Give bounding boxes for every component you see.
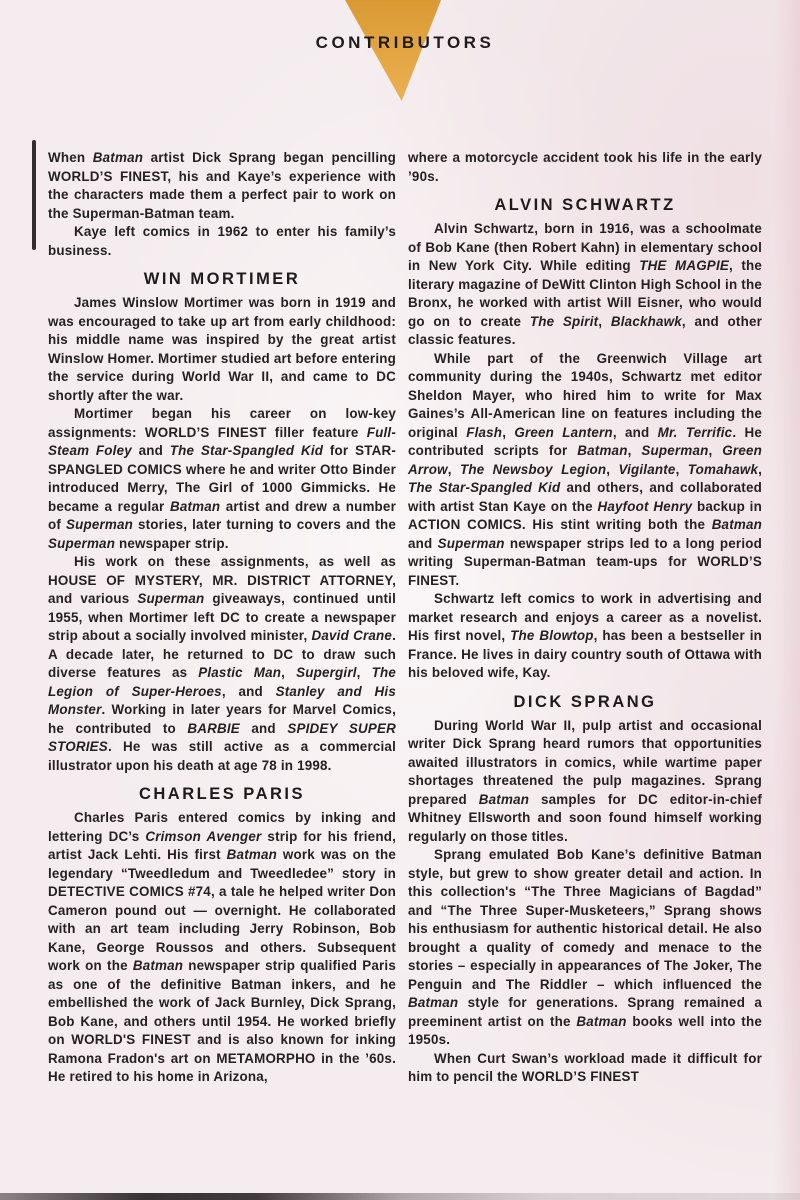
paragraph: Charles Paris entered comics by inking and lettering DC’s Crimson Avenger strip for his friend, artist Jack Lehti. His first Batman work was on the legendary “Tweedledum and Tweedledee” story in DETECTIVE COMICS #74, a tale he helped writer Don Cameron pound out — overnight. He collaborated with an art team including Jerry Robinson, Bob Kane, George Roussos and others. Subsequent work on the Batman newspaper strip qualified Paris as one of the definitive Batman inkers, and he embellished the work of Jack Burnley, Dick Sprang, Bob Kane, and others until 1954. He worked briefly on WORLD'S FINEST and is also known for inking Ramona Fradon's art on METAMORPHO in the ’60s. He retired to his home in Arizona,: [48, 810, 396, 1084]
paragraph: Mortimer began his career on low-key assignments: WORLD’S FINEST filler feature Full-Steam Foley and The Star-Spangled Kid for STAR-SPANGLED COMICS where he and writer Otto Binder introduced Merry, The Girl of 1000 Gimmicks. He became a regular Batman artist and drew a number of Superman stories, later turning to covers and the Superman newspaper strip.: [48, 406, 397, 551]
paragraph: Sprang emulated Bob Kane’s definitive Batman style, but grew to show greater detail and action. In this collection's “The Three Magicians of Bagdad” and “The Three Super-Musketeers,” Sprang shows his enthusiasm for authentic historical detail. He also brought a quality of comedy and menace to the stories – especially in appearances of The Joker, The Penguin and The Riddler – which influenced the Batman style for generations. Sprang remained a preeminent artist on the Batman books well into the 1950s.: [408, 847, 762, 1047]
page-bottom-shadow: [0, 1193, 800, 1200]
paragraph: where a motorcycle accident took his life in the early ’90s.: [408, 150, 762, 184]
section-heading: WIN MORTIMER: [143, 270, 301, 288]
page-edge-tint: [774, 0, 800, 1200]
text-columns: [48, 149, 762, 1087]
section-heading: DICK SPRANG: [513, 692, 657, 711]
page-title: CONTRIBUTORS: [315, 33, 495, 52]
section-heading: CHARLES PARIS: [138, 785, 306, 803]
paragraph: His work on these assignments, as well as HOUSE OF MYSTERY, MR. DISTRICT ATTORNEY, and various Superman giveaways, continued until 1955, when Mortimer left DC to create a newspaper strip about a socially involved minister, David Crane. A decade later, he returned to DC to draw such diverse features as Plastic Man, Supergirl, The Legion of Super-Heroes, and Stanley and His Monster. Working in later years for Marvel Comics, he contributed to BARBIE and SPIDEY SUPER STORIES. He was still active as a commercial illustrator upon his death at age 78 in 1998.: [48, 554, 397, 773]
paragraph: While part of the Greenwich Village art community during the 1940s, Schwartz met editor Sheldon Mayer, who hired him to write for Max Gaines’s All-American line on features including the original Flash, Green Lantern, and Mr. Terrific. He contributed scripts for Batman, Superman, Green Arrow, The Newsboy Legion, Vigilante, Tomahawk, The Star-Spangled Kid and others, and collaborated with artist Stan Kaye on the Hayfoot Henry backup in ACTION COMICS. His stint writing both the Batman and Superman newspaper strips led to a long period writing Superman-Batman team-ups for WORLD’S FINEST.: [408, 350, 763, 588]
paragraph: When Batman artist Dick Sprang began pencilling WORLD’S FINEST, his and Kaye’s experience with the characters made them a perfect pair to work on the Superman-Batman team.: [48, 150, 397, 221]
paragraph: James Winslow Mortimer was born in 1919 and was encouraged to take up art from early childhood: his middle name was inspired by the great artist Winslow Homer. Mortimer studied art before entering the service during World War II, and came to DC shortly after the war.: [48, 295, 396, 403]
section-heading: ALVIN SCHWARTZ: [494, 196, 676, 214]
paragraph: Alvin Schwartz, born in 1916, was a schoolmate of Bob Kane (then Robert Kahn) in elementary school in New York City. While editing THE MAGPIE, the literary magazine of DeWitt Clinton High School in the Bronx, he worked with artist Will Eisner, who would go on to create The Spirit, Blackhawk, and other classic features.: [408, 221, 763, 347]
right-column: [408, 149, 762, 1087]
paragraph: Schwartz left comics to work in advertising and market research and enjoys a career as a novelist. His first novel, The Blowtop, has been a bestseller in France. He lives in dairy country south of Ottawa with his beloved wife, Kay.: [408, 591, 762, 680]
paragraph: During World War II, pulp artist and occasional writer Dick Sprang heard rumors that opportunities awaited illustrators in comics, while wartime paper shortages threatened the pulp magazines. Sprang prepared Batman samples for DC editor-in-chief Whitney Ellsworth and soon found himself working regularly on those titles.: [408, 717, 763, 844]
scan-artifact-line: [32, 140, 36, 250]
paragraph: Kaye left comics in 1962 to enter his family’s business.: [48, 224, 396, 258]
paragraph: When Curt Swan’s workload made it difficult for him to pencil the WORLD’S FINEST: [408, 1050, 762, 1084]
left-column: [48, 149, 396, 1087]
